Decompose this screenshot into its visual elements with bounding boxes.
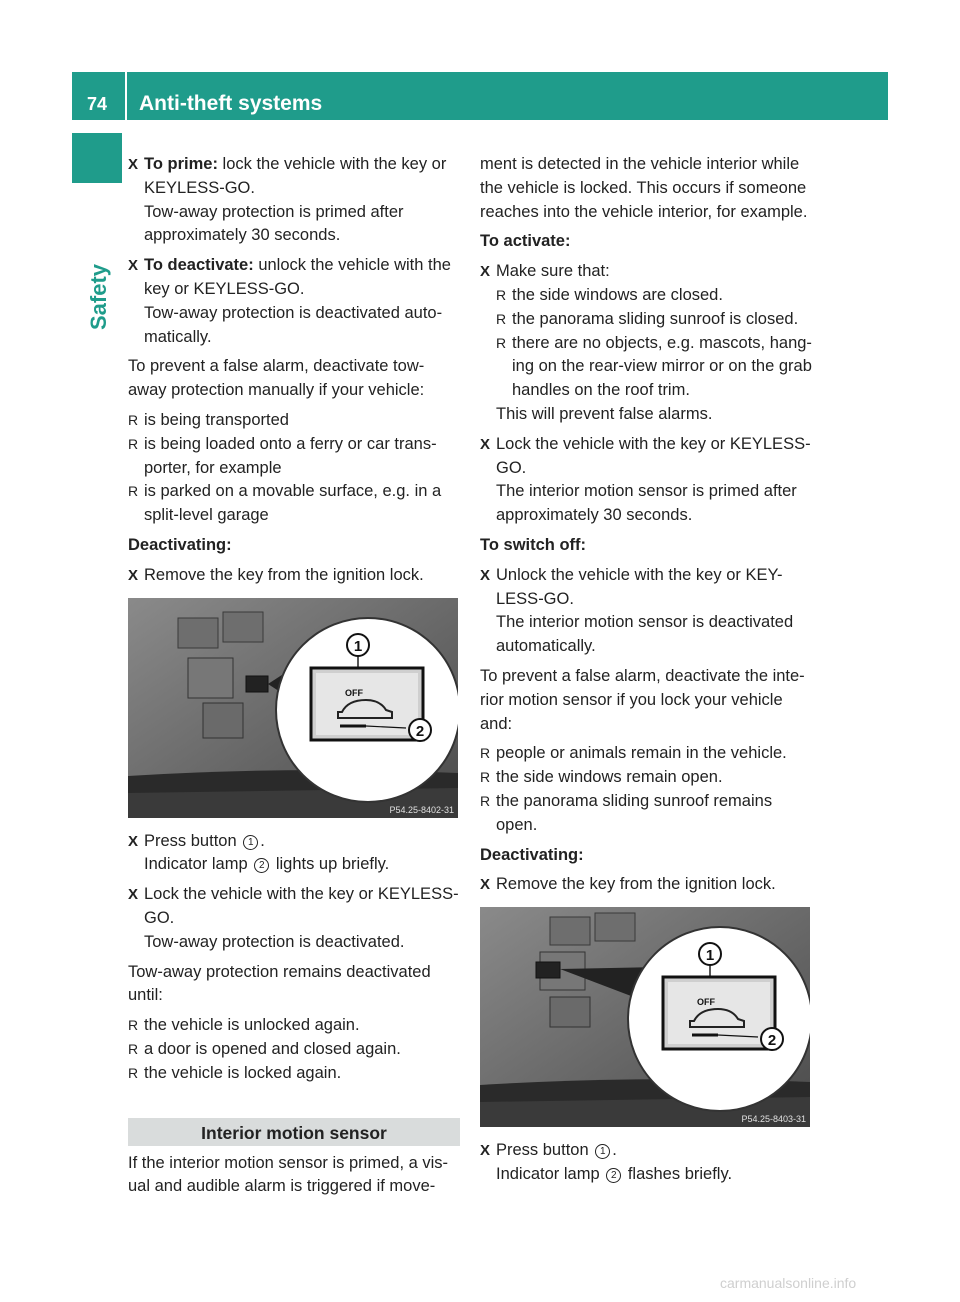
step-remove-key: X Remove the key from the ignition lock.	[128, 564, 460, 588]
prevent-note: This will prevent false alarms.	[496, 404, 713, 423]
figure-code: P54.25-8402-31	[389, 804, 454, 815]
lamp-callout-ref: 2	[254, 858, 269, 873]
overhead-control-panel-figure-2	[480, 907, 810, 1127]
step-lock-right	[480, 433, 812, 528]
header-divider	[125, 72, 127, 120]
button-callout-ref: 1	[595, 1144, 610, 1159]
button-callout-ref: 1	[243, 835, 258, 850]
watermark-text: carmanualsonline.info	[720, 1275, 857, 1291]
section-label: Safety	[86, 263, 111, 330]
false-alarm-intro: To prevent a false alarm, deactivate tow-away protection manually if your vehicle:	[128, 357, 425, 400]
deactivating-heading-right: Deactivating:	[480, 845, 584, 864]
section-tab	[72, 133, 122, 183]
figure-callout-2: 2	[767, 1032, 777, 1050]
indicator-text: Indicator lamp	[144, 855, 248, 874]
figure-illustration	[128, 598, 458, 818]
lock-step-text: Lock the vehicle with the key or KEYLESS-GO.	[496, 434, 811, 477]
section-intro: If the interior motion sensor is primed, a vis-ual and audible alarm is triggered if move-	[128, 1153, 449, 1196]
remains-intro: Tow-away protection remains deactivated until:	[128, 962, 431, 1005]
remains-item: R the vehicle is locked again.	[128, 1062, 460, 1086]
check-item: R there are no objects, e.g. mascots, hang-ing on the rear-view mirror or on the grab handles on the roof trim.	[496, 332, 812, 403]
indicator-result: lights up briefly.	[275, 855, 390, 874]
remains-item: R a door is opened and closed again.	[128, 1038, 460, 1062]
step-make-sure: X Make sure that:	[480, 260, 812, 284]
indicator-line	[144, 853, 460, 877]
remains-item: R the vehicle is unlocked again.	[128, 1014, 460, 1038]
page-number: 74	[86, 94, 108, 114]
section-heading-interior-motion-sensor: Interior motion sensor	[128, 1118, 460, 1146]
check-item: R the side windows are closed.	[496, 284, 812, 308]
lock-step-text: Lock the vehicle with the key or KEYLESS-GO.	[144, 885, 459, 927]
check-item: R the panorama sliding sunroof is closed.	[496, 308, 812, 332]
switch-off-heading: To switch off:	[480, 535, 587, 554]
lock-result: The interior motion sensor is primed after approximately 30 seconds.	[496, 482, 797, 525]
step-remove-key-right: X Remove the key from the ignition lock.	[480, 873, 812, 897]
step-prime	[128, 153, 460, 248]
step-lock	[128, 883, 460, 954]
press-button-after: .	[612, 1141, 617, 1160]
figure-off-label: OFF	[697, 997, 715, 1008]
figure-callout-2: 2	[415, 722, 425, 740]
figure-illustration-2	[480, 907, 810, 1127]
indicator-line	[496, 1163, 812, 1187]
figure-off-label: OFF	[345, 687, 363, 698]
indicator-text: Indicator lamp	[496, 1164, 600, 1183]
deactivate-text: unlock the vehicle with the key or KEYLESS-GO.	[144, 256, 451, 298]
page-title: Anti-theft systems	[139, 92, 323, 115]
step-deactivate	[128, 254, 460, 349]
unlock-step-text: Unlock the vehicle with the key or KEY-LESS-GO.	[496, 565, 783, 608]
press-button-after: .	[260, 831, 265, 850]
condition-item: R is parked on a movable surface, e.g. in a split-level garage	[128, 480, 460, 528]
continued-text: ment is detected in the vehicle interior while the vehicle is locked. This occurs if someone reaches into the vehicle interior, for example.	[480, 155, 808, 221]
lamp-callout-ref: 2	[606, 1168, 621, 1183]
deactivating-heading: Deactivating:	[128, 535, 232, 554]
step-press-button-right	[480, 1139, 812, 1187]
condition-item: R is being transported	[128, 409, 460, 433]
figure-callout-1: 1	[705, 947, 715, 965]
prime-label: To prime:	[144, 155, 218, 173]
overhead-control-panel-figure	[128, 598, 458, 818]
condition-item: R the panorama sliding sunroof remains open.	[480, 790, 812, 838]
deactivate-result: Tow-away protection is deactivated auto-matically.	[144, 303, 443, 346]
unlock-result: The interior motion sensor is deactivated automatically.	[496, 613, 794, 656]
left-column	[128, 153, 460, 1199]
step-unlock	[480, 564, 812, 659]
prime-result: Tow-away protection is primed after approximately 30 seconds.	[144, 202, 404, 245]
figure-callout-1: 1	[353, 637, 363, 655]
figure-code: P54.25-8403-31	[741, 1114, 806, 1125]
indicator-result: flashes briefly.	[627, 1164, 733, 1183]
condition-item: R the side windows remain open.	[480, 766, 812, 790]
step-press-button	[128, 830, 460, 878]
lock-result: Tow-away protection is deactivated.	[144, 932, 405, 951]
right-column	[480, 153, 812, 1187]
deactivate-label: To deactivate:	[144, 256, 254, 275]
press-button-text: Press button	[144, 831, 237, 850]
condition-item: R people or animals remain in the vehicle.	[480, 742, 812, 766]
false-alarm-intro-right: To prevent a false alarm, deactivate the inte-rior motion sensor if you lock your vehicle and:	[480, 666, 805, 733]
condition-item: R is being loaded onto a ferry or car trans-porter, for example	[128, 433, 460, 481]
press-button-text: Press button	[496, 1141, 589, 1160]
prime-text: lock the vehicle with the key or KEYLESS-GO.	[144, 155, 447, 197]
activate-heading: To activate:	[480, 232, 571, 251]
